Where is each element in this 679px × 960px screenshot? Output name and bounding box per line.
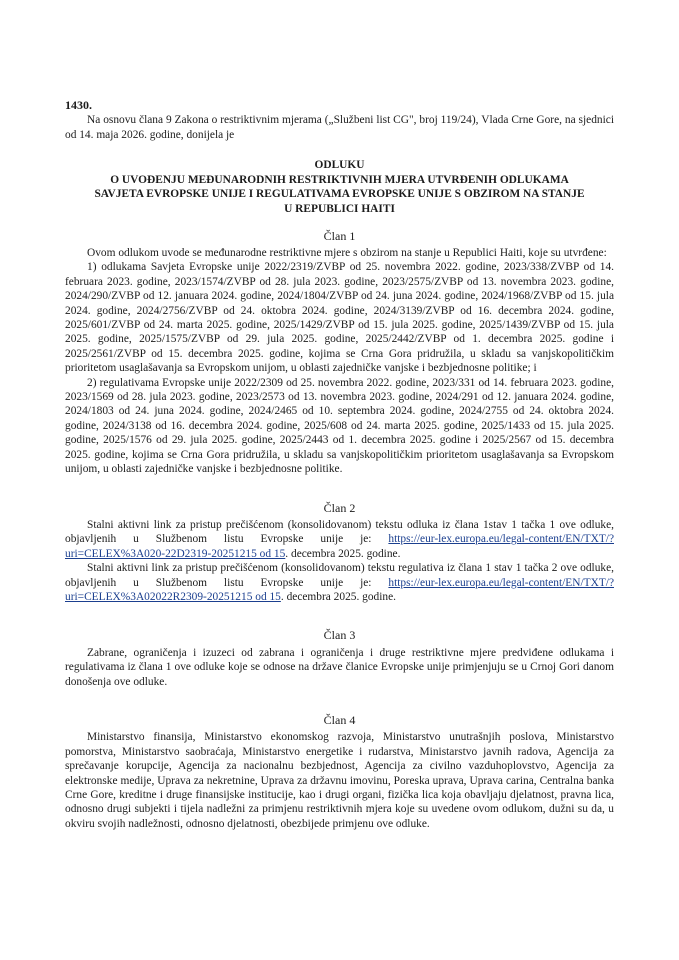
article-1-item-1: 1) odlukama Savjeta Evropske unije 2022/2319/ZVBP od 25. novembra 2022. godine, 2023/338/ZVBP od 14. februara 2023. godine, 2023/1574/ZVBP od 28. jula 2023. godine, 2023/2575/ZVBP od 13. novembra 2023. godine, 2024/290/ZVBP od 12. januara 2024. godine, 2024/1804/ZVBP od 24. juna 2024. godine, 2024/1968/ZVBP od 15. jula 2024. godine, 2024/2756/ZVBP od 24. oktobra 2024. godine, 2024/3139/ZVBP od 16. decembra 2024. godine, 2025/601/ZVBP od 24. marta 2025. godine, 2025/1429/ZVBP od 15. jula 2025. godine, 2025/1439/ZVBP od 15. jula 2025. godine, 2025/1575/ZVBP od 29. jula 2025. godine, 2025/2442/ZVBP od 1. decembra 2025. godine i 2025/2561/ZVBP od 15. decembra 2025. godine, kojima se Crna Gora pridružila, u skladu sa vanjskopolitičkim prioritetom usaglašavanja sa Evropskom unijom, u oblasti zajedničke vanjske i bezbjednosne politike; i	[65, 261, 614, 375]
article-2-p1-after: . decembra 2025. godine.	[285, 547, 401, 560]
article-3-heading: Član 3	[323, 628, 356, 643]
article-1-item-2: 2) regulativama Evropske unije 2022/2309 od 25. novembra 2022. godine, 2023/331 od 14. februara 2023. godine, 2023/1569 od 28. jula 2023. godine, 2023/2573 od 13. novembra 2023. godine, 2024/291 od 12. januara 2024. godine, 2024/1803 od 24. juna 2024. godine, 2024/2465 od 10. septembra 2024. godine, 2024/2755 od 24. oktobra 2024. godine, 2024/3138 od 16. decembra 2024. godine, 2025/608 od 24. marta 2025. godine, 2025/1433 od 15. jula 2025. godine, 2025/1576 od 29. jula 2025. godine, 2025/2443 od 1. decembra 2025. godine i 2025/2567 od 15. decembra 2025. godine, kojima se Crna Gora pridružila, u skladu sa vanjskopolitičkim prioritetom usaglašavanja sa Evropskom unijom, u oblasti zajedničke vanjske i bezbjednosne politike.	[65, 376, 614, 476]
article-2-paragraph-2	[65, 561, 614, 604]
article-2-heading: Član 2	[323, 500, 356, 515]
article-2-p2-after: . decembra 2025. godine.	[280, 590, 397, 603]
decision-title	[65, 158, 614, 216]
title-line: ODLUKU	[314, 159, 365, 172]
eurlex-regulation-link[interactable]: https://eur-lex.europa.eu/legal-content/EN/TXT/?uri=CELEX%3A02022R2309-20251215 od 15	[65, 576, 614, 603]
article-4-heading: Član 4	[323, 712, 356, 727]
decision-number: 1430.	[65, 98, 92, 112]
title-line: O UVOĐENJU MEĐUNARODNIH RESTRIKTIVNIH MJERA UTVRĐENIH ODLUKAMA	[110, 173, 569, 186]
article-3-text: Zabrane, ograničenja i izuzeci od zabrana i ograničenja i druge restriktivne mjere predviđene odlukama i regulativama iz člana 1 ove odluke koje se odnose na države članice Evropske unije primjenjuju se u Crnoj Gori danom donošenja ove odluke.	[65, 646, 614, 688]
article-2-p2-text: Stalni aktivni link za pristup prečišćenom (konsolidovanom) tekstu regulativa iz člana 1 stav 1 tačka 2 ove odluke, objavljenih u Službenom listu Evropske unije je:	[65, 562, 614, 589]
article-2-paragraph-1	[65, 518, 614, 561]
article-1-intro: Ovom odlukom uvode se međunarodne restriktivne mjere s obzirom na stanje u Republici Haiti, koje su utvrđene:	[87, 247, 607, 259]
preamble: Na osnovu člana 9 Zakona o restriktivnim mjerama („Službeni list CG", broj 119/24), Vlada Crne Gore, na sjednici od 14. maja 2026. godine, donijela je	[65, 114, 614, 141]
article-1-heading: Član 1	[323, 228, 356, 243]
title-line: SAVJETA EVROPSKE UNIJE I REGULATIVAMA EVROPSKE UNIJE S OBZIROM NA STANJE	[94, 188, 585, 201]
article-4-text: Ministarstvo finansija, Ministarstvo ekonomskog razvoja, Ministarstvo unutrašnjih poslova, Ministarstvo pomorstva, Ministarstvo saobraćaja, Ministarstvo energetike i rudarstva, Ministarstvo javnih radova, Agencija za sprečavanje korupcije, Agencija za nacionalnu bezbjednost, Agencija za civilno vazduhoplovstvo, Agencija za elektronske medije, Uprava za nekretnine, Uprava za državnu imovinu, Poreska uprava, Uprava carina, Centralna banka Crne Gore, kreditne i druge finansijske institucije, kao i drugi organi, fizička lica koja obavljaju djelatnost, pravna lica, odnosno drugi subjekti i tijela nadležni za primjenu restriktivnih mjera koje su uvedene ovom odlukom, dužni su da, u okviru svojih nadležnosti, odnosno djelatnosti, obezbijede primjenu ove odluke.	[65, 731, 614, 830]
article-2-p1-text: Stalni aktivni link za pristup prečišćenom (konsolidovanom) tekstu odluka iz člana 1stav 1 tačka 1 ove odluke, objavljenih u Službenom listu Evropske unije je:	[65, 518, 614, 546]
eurlex-decision-link[interactable]: https://eur-lex.europa.eu/legal-content/EN/TXT/?uri=CELEX%3A020-22D2319-20251215 od 15	[65, 533, 614, 560]
title-line: U REPUBLICI HAITI	[284, 203, 395, 215]
